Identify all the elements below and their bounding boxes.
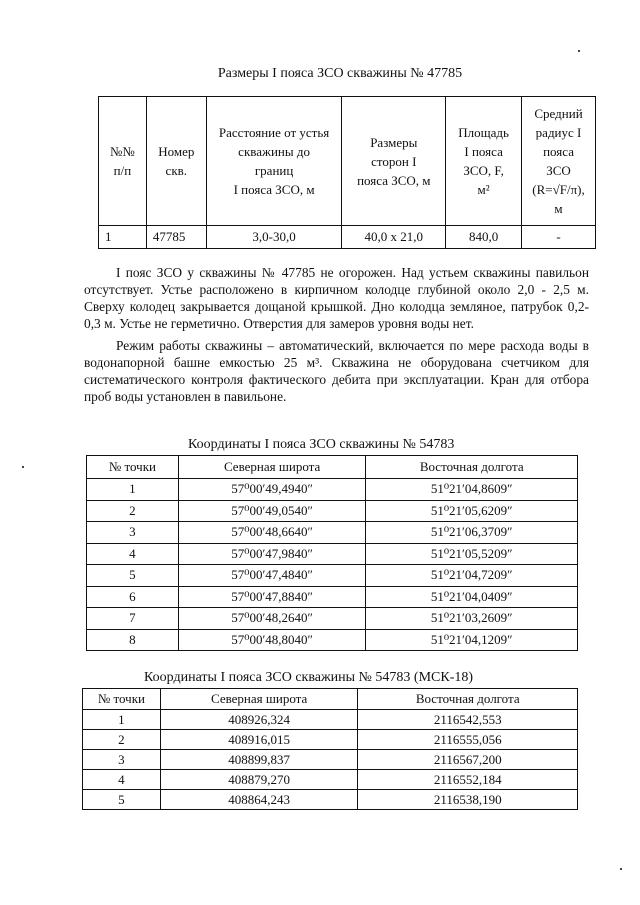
table-cell: 51⁰21′05,5209″: [366, 543, 578, 565]
table2-caption: Координаты I пояса ЗСО скважины № 54783: [188, 437, 455, 452]
table-row: [87, 522, 578, 544]
scan-speck: [22, 466, 24, 468]
table-cell: 51⁰21′04,1209″: [366, 629, 578, 651]
table-cell: 40,0 х 21,0: [342, 226, 446, 249]
table-cell: 51⁰21′04,0409″: [366, 586, 578, 608]
table-cell: 4: [87, 543, 179, 565]
column-header: Средний радиус I пояса ЗСО (R=√F/π), м: [522, 97, 596, 226]
column-header: Восточная долгота: [366, 456, 578, 479]
table-cell: 57⁰00′48,8040″: [178, 629, 366, 651]
table-cell: 2116552,184: [358, 770, 578, 790]
table-cell: 8: [87, 629, 179, 651]
table-cell: 5: [83, 790, 161, 810]
table-cell: 51⁰21′03,2609″: [366, 608, 578, 630]
table-cell: 4: [83, 770, 161, 790]
scan-speck: [620, 868, 622, 870]
column-header: Размеры сторон I пояса ЗСО, м: [342, 97, 446, 226]
table-cell: 408899,837: [160, 750, 358, 770]
table-cell: 1: [87, 479, 179, 501]
table-row: [87, 565, 578, 587]
table-row: [87, 629, 578, 651]
table-row: [83, 790, 578, 810]
column-header: Северная широта: [160, 689, 358, 710]
table-cell: 408916,015: [160, 730, 358, 750]
table-cell: 2116567,200: [358, 750, 578, 770]
paragraph: I пояс ЗСО у скважины № 47785 не огорожен. Над устьем скважины павильон отсутствует. Устье расположено в кирпичном колодце глубиной около 2,0 - 2,5 м. Сверху колодец закрывается дощаной крышкой. Дно колодца земляное, патрубок 0,2-0,3 м. Устье не герметично. Отверстия для замеров уровня воды нет.: [84, 265, 589, 331]
column-header: № точки: [83, 689, 161, 710]
table-cell: 47785: [146, 226, 206, 249]
well-zone-size-table: [98, 96, 596, 249]
table-row: [83, 770, 578, 790]
table-cell: -: [522, 226, 596, 249]
table-header-row: [87, 456, 578, 479]
table-row: [87, 608, 578, 630]
table-cell: 408926,324: [160, 710, 358, 730]
column-header: Номер скв.: [146, 97, 206, 226]
table-cell: 6: [87, 586, 179, 608]
column-header: Площадь I пояса ЗСО, F, м²: [446, 97, 522, 226]
table-row: [87, 586, 578, 608]
column-header: Расстояние от устья скважины до границ I пояса ЗСО, м: [206, 97, 342, 226]
column-header: Северная широта: [178, 456, 366, 479]
paragraph: Режим работы скважины – автоматический, включается по мере расхода воды в водонапорной башне емкостью 25 м³. Скважина не оборудована счетчиком для систематического контроля фактического дебита при эксплуатации. Кран для отбора проб воды установлен в павильоне.: [84, 338, 589, 404]
table-row: [87, 479, 578, 501]
column-header: № точки: [87, 456, 179, 479]
column-header: №№ п/п: [99, 97, 147, 226]
table-cell: 408864,243: [160, 790, 358, 810]
coordinates-table-geo: [86, 455, 578, 651]
table-header-row: [99, 97, 596, 226]
table-row: [99, 226, 596, 249]
table-cell: 1: [99, 226, 147, 249]
table3-caption: Координаты I пояса ЗСО скважины № 54783 (МСК-18): [144, 670, 474, 685]
table-cell: 2: [87, 500, 179, 522]
table-cell: 57⁰00′47,8840″: [178, 586, 366, 608]
table-cell: 57⁰00′47,4840″: [178, 565, 366, 587]
table-row: [83, 750, 578, 770]
table1-caption: Размеры I пояса ЗСО скважины № 47785: [217, 66, 463, 81]
column-header: Восточная долгота: [358, 689, 578, 710]
scan-speck: [578, 50, 580, 52]
table-cell: 57⁰00′48,6640″: [178, 522, 366, 544]
table-cell: 3: [87, 522, 179, 544]
coordinates-table-msk: [82, 688, 578, 810]
table-row: [87, 500, 578, 522]
table-cell: 51⁰21′06,3709″: [366, 522, 578, 544]
table-cell: 2: [83, 730, 161, 750]
table-row: [83, 730, 578, 750]
table-cell: 5: [87, 565, 179, 587]
table-cell: 2116542,553: [358, 710, 578, 730]
table-cell: 408879,270: [160, 770, 358, 790]
table-cell: 51⁰21′04,8609″: [366, 479, 578, 501]
table-cell: 57⁰00′48,2640″: [178, 608, 366, 630]
table-cell: 2116555,056: [358, 730, 578, 750]
table-cell: 57⁰00′49,4940″: [178, 479, 366, 501]
table-cell: 51⁰21′05,6209″: [366, 500, 578, 522]
table-row: [83, 710, 578, 730]
table-cell: 51⁰21′04,7209″: [366, 565, 578, 587]
table-cell: 3,0-30,0: [206, 226, 342, 249]
description-text: [84, 264, 589, 405]
table-cell: 1: [83, 710, 161, 730]
table-cell: 840,0: [446, 226, 522, 249]
table-cell: 3: [83, 750, 161, 770]
table-cell: 7: [87, 608, 179, 630]
table-header-row: [83, 689, 578, 710]
table-row: [87, 543, 578, 565]
table-cell: 2116538,190: [358, 790, 578, 810]
table-cell: 57⁰00′47,9840″: [178, 543, 366, 565]
table-cell: 57⁰00′49,0540″: [178, 500, 366, 522]
